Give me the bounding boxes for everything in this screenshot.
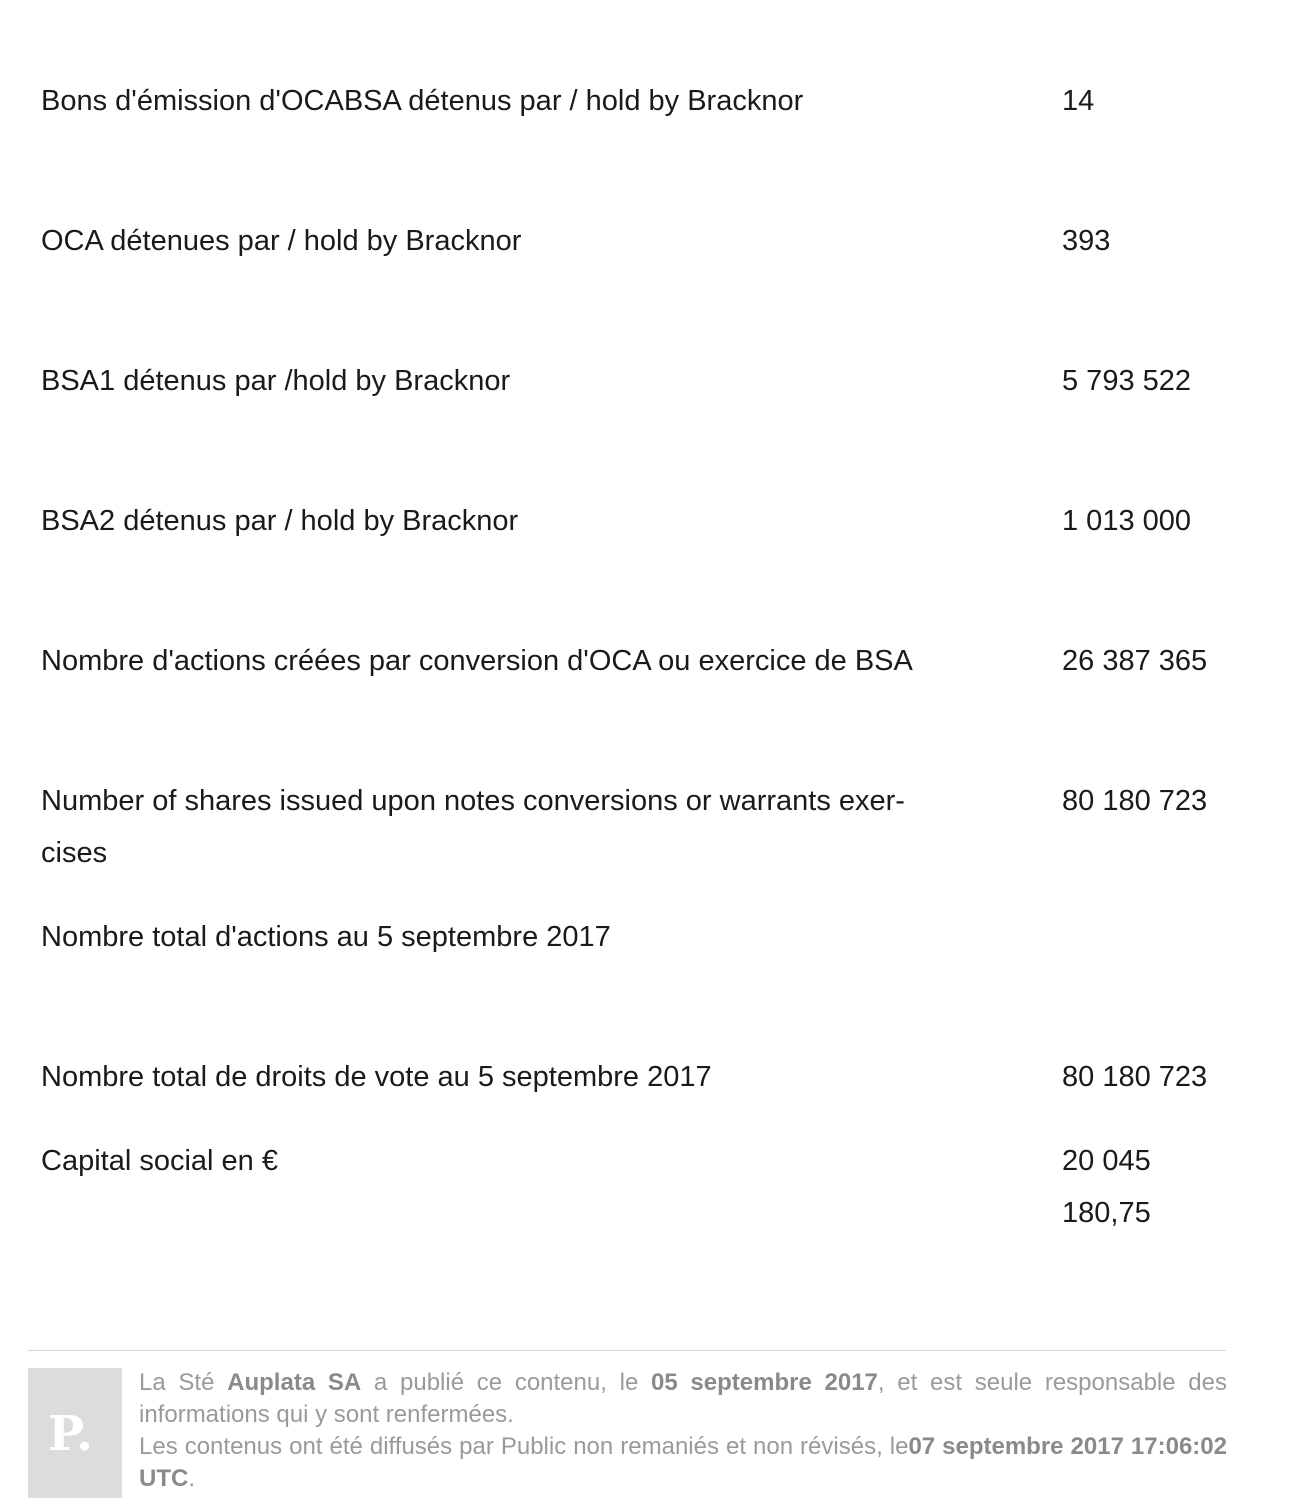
row-label: Bons d'émission d'OCABSA détenus par / hold by Bracknor [41,85,804,117]
publisher-logo-icon [48,1408,102,1458]
row-value: 80 180 723 [1062,1061,1208,1093]
publisher-logo [28,1368,122,1498]
row-label-line: Number of shares issued upon notes conversions or warrants exer- [41,785,905,817]
row-value: 1 013 000 [1062,505,1192,537]
row-value: 26 387 365 [1062,645,1208,677]
footer-disclaimer [139,1367,1227,1495]
company-name: Auplata SA [227,1369,362,1396]
footer-divider [28,1350,1226,1351]
row-value-line: 180,75 [1062,1197,1151,1229]
footer-text-part: La Sté [139,1369,228,1396]
footer-text-part: a publié ce contenu, le [361,1369,651,1396]
logo-letter: P. [48,1408,93,1458]
row-label: Nombre total de droits de vote au 5 septembre 2017 [41,1061,712,1093]
row-value: 80 180 723 [1062,785,1208,817]
row-label: Capital social en € [41,1145,278,1177]
row-label: BSA1 détenus par /hold by Bracknor [41,365,511,397]
row-label: BSA2 détenus par / hold by Bracknor [41,505,519,537]
row-label [41,775,1011,879]
row-value: 14 [1062,85,1095,117]
footer-text-part: Les contenus ont été diffusés par Public non remaniés et non révisés, le [139,1433,909,1460]
row-label: Nombre d'actions créées par conversion d'OCA ou exercice de BSA [41,645,913,677]
row-label-line: cises [41,837,108,869]
row-value [1062,1135,1262,1239]
row-value: 393 [1062,225,1111,257]
row-value-line: 20 045 [1062,1145,1151,1177]
distribution-datetime: 07 septembre 2017 17:06:02 UTC [139,1433,1227,1492]
footer-text-part: . [188,1465,195,1492]
row-value: 5 793 522 [1062,365,1192,397]
row-label: Nombre total d'actions au 5 septembre 2017 [41,921,611,953]
footer-text-part: , et est seule responsable des informations qui y sont renfermées. [139,1369,1227,1428]
publish-date: 05 septembre 2017 [651,1369,878,1396]
row-label: OCA détenues par / hold by Bracknor [41,225,522,257]
